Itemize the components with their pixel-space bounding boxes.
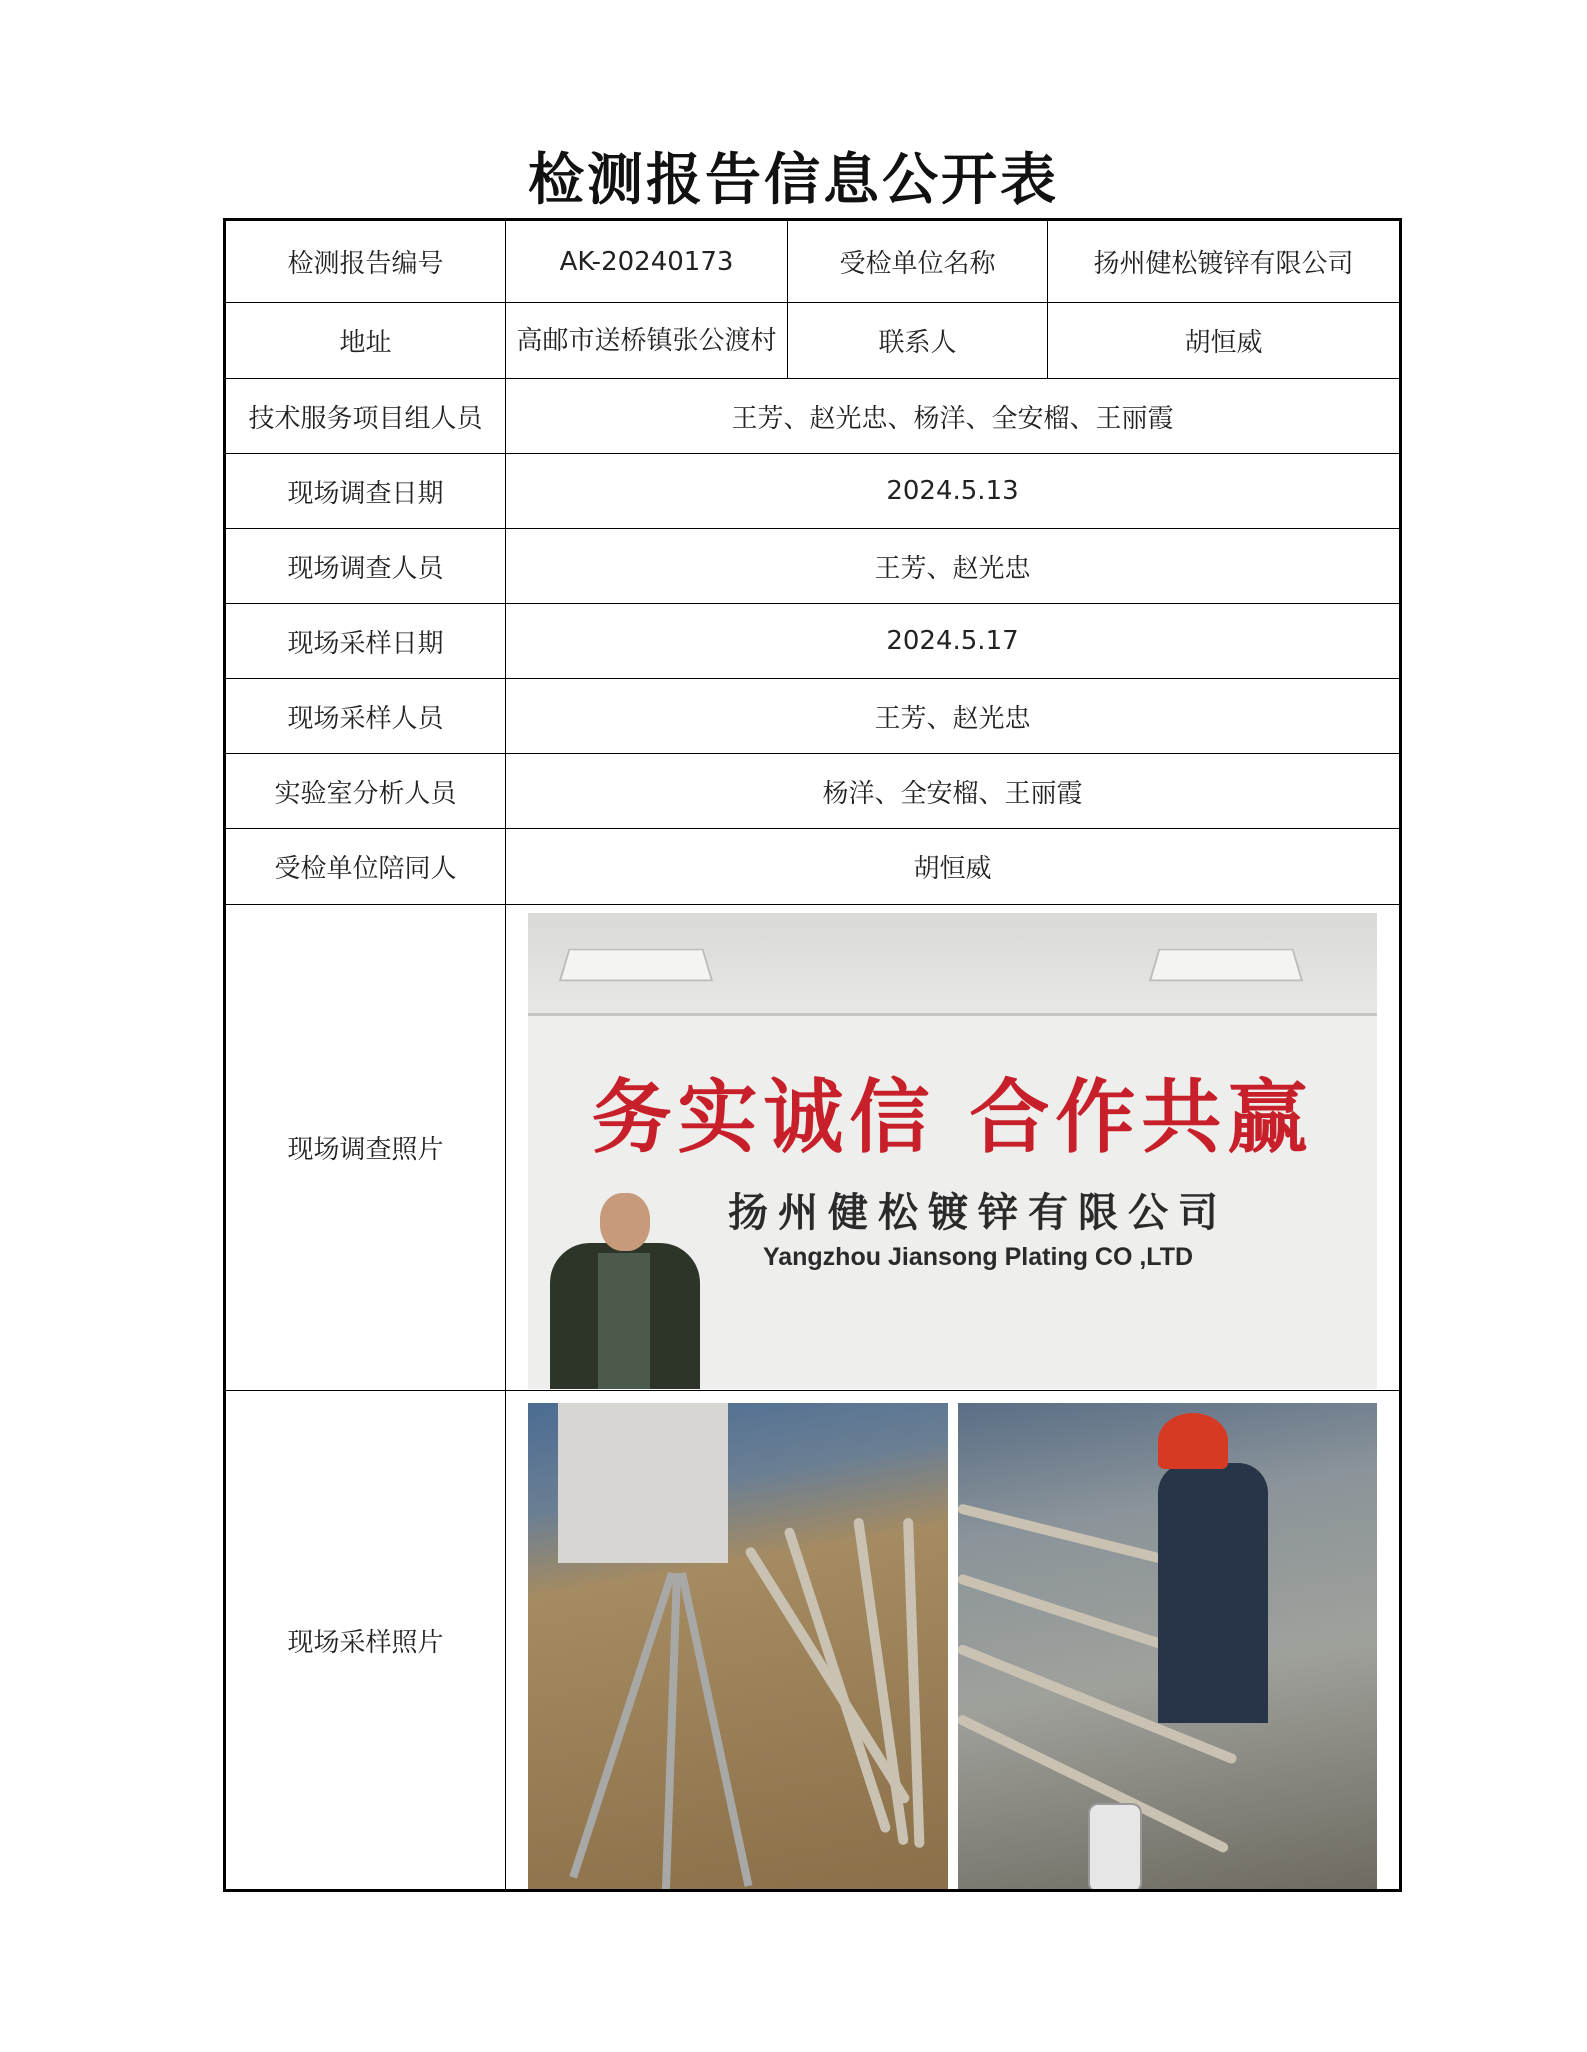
report-table xyxy=(223,218,1402,1892)
team-value: 王芳、赵光忠、杨洋、全安榴、王丽霞 xyxy=(506,379,1401,454)
person-head xyxy=(600,1193,650,1251)
steel-pipe xyxy=(853,1517,909,1845)
escort-value: 胡恒威 xyxy=(506,829,1401,905)
sampling-photo-label: 现场采样照片 xyxy=(225,1391,506,1891)
row-survey-photo xyxy=(225,905,1401,1391)
row-sampling-photo xyxy=(225,1391,1401,1891)
unit-name-label: 受检单位名称 xyxy=(788,220,1048,303)
unit-name-value: 扬州健松镀锌有限公司 xyxy=(1048,220,1401,303)
worker-helmet xyxy=(1158,1413,1228,1469)
sampling-date-value: 2024.5.17 xyxy=(506,604,1401,679)
sound-level-meter xyxy=(1088,1803,1142,1889)
wall-slogan: 务实诚信 合作共赢 xyxy=(591,1070,1314,1164)
escort-label: 受检单位陪同人 xyxy=(225,829,506,905)
row-address xyxy=(225,303,1401,379)
ceiling-lamp-left xyxy=(559,949,713,981)
page-title: 检测报告信息公开表 xyxy=(528,147,1059,213)
row-survey-date xyxy=(225,454,1401,529)
sampling-staff-value: 王芳、赵光忠 xyxy=(506,679,1401,754)
survey-date-label: 现场调查日期 xyxy=(225,454,506,529)
ceiling-lamp-right xyxy=(1149,949,1303,981)
report-no-value: AK-20240173 xyxy=(506,220,788,303)
contact-label: 联系人 xyxy=(788,303,1048,379)
row-escort xyxy=(225,829,1401,905)
row-sampling-date xyxy=(225,604,1401,679)
survey-photo-label: 现场调查照片 xyxy=(225,905,506,1391)
tripod-leg xyxy=(569,1572,675,1879)
row-team xyxy=(225,379,1401,454)
worker xyxy=(1158,1463,1268,1723)
address-label: 地址 xyxy=(225,303,506,379)
sampling-date-label: 现场采样日期 xyxy=(225,604,506,679)
sampling-photos xyxy=(514,1391,1391,1889)
wall-company-name-en: Yangzhou Jiansong Plating CO ,LTD xyxy=(762,1243,1194,1271)
survey-date-value: 2024.5.13 xyxy=(506,454,1401,529)
tripod-leg xyxy=(678,1572,752,1887)
survey-photo-cell xyxy=(506,905,1401,1391)
person-shirt xyxy=(598,1253,650,1389)
wall-edge xyxy=(528,1013,1377,1016)
sampling-photo-cell xyxy=(506,1391,1401,1891)
row-survey-staff xyxy=(225,529,1401,604)
sampling-photo-worker xyxy=(958,1403,1378,1889)
sampling-staff-label: 现场采样人员 xyxy=(225,679,506,754)
row-report-no xyxy=(225,220,1401,303)
sampling-photo-tripod xyxy=(528,1403,948,1889)
survey-photo xyxy=(528,913,1377,1389)
lab-staff-label: 实验室分析人员 xyxy=(225,754,506,829)
steel-pipe xyxy=(744,1545,911,1805)
lab-staff-value: 杨洋、全安榴、王丽霞 xyxy=(506,754,1401,829)
contact-value: 胡恒威 xyxy=(1048,303,1401,379)
row-lab-staff xyxy=(225,754,1401,829)
survey-staff-value: 王芳、赵光忠 xyxy=(506,529,1401,604)
wall-company-name-cn: 扬州健松镀锌有限公司 xyxy=(728,1189,1228,1236)
sampling-instrument-box xyxy=(558,1403,728,1563)
tripod-leg xyxy=(662,1573,681,1889)
report-no-label: 检测报告编号 xyxy=(225,220,506,303)
address-value: 高邮市送桥镇张公渡村 xyxy=(506,303,788,379)
survey-staff-label: 现场调查人员 xyxy=(225,529,506,604)
team-label: 技术服务项目组人员 xyxy=(225,379,506,454)
row-sampling-staff xyxy=(225,679,1401,754)
